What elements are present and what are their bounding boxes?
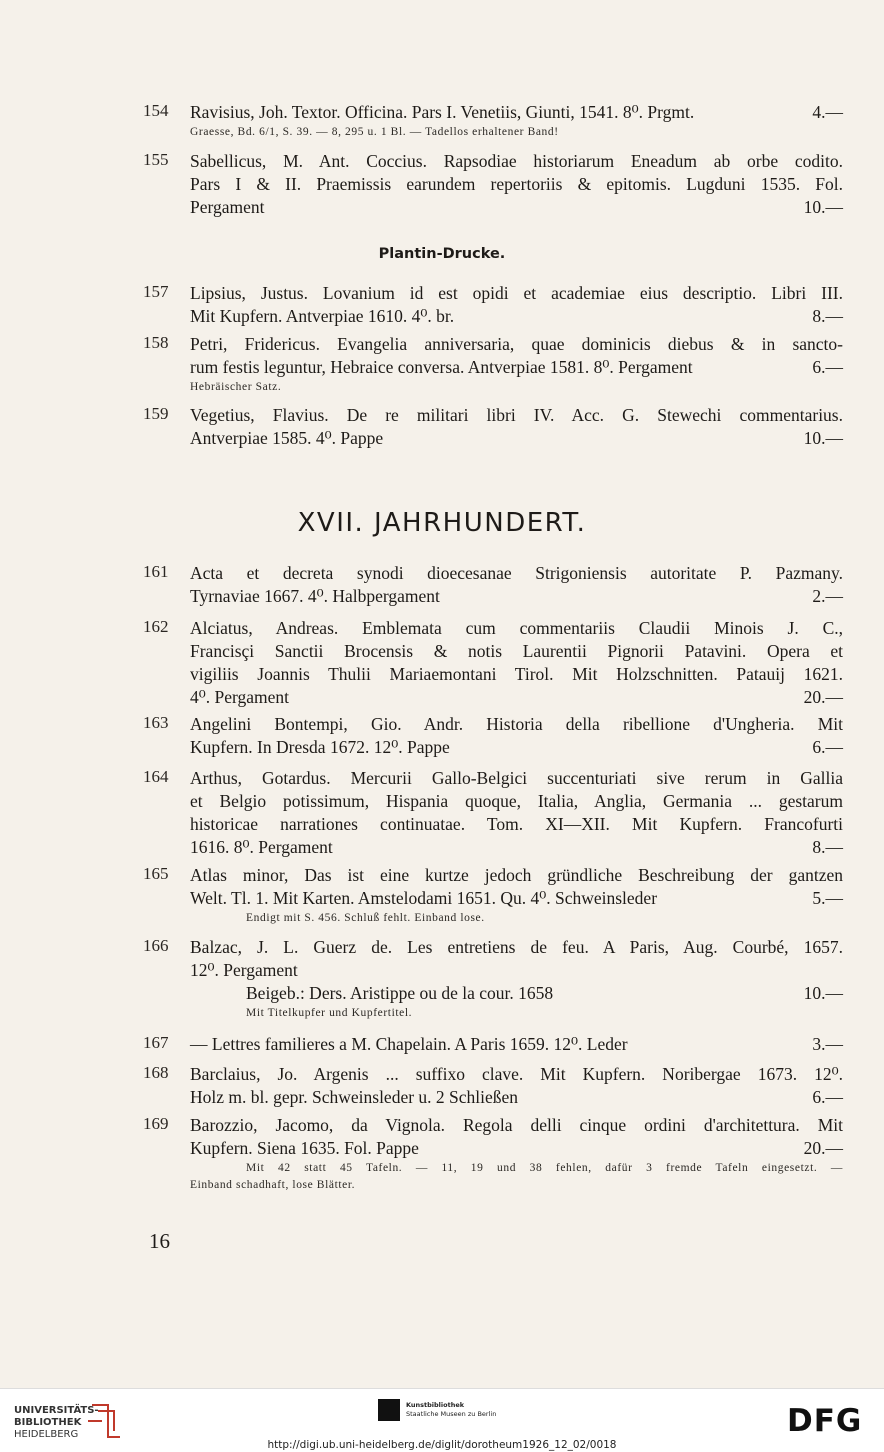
entry-text: Balzac, J. L. Guerz de. Les entretiens de feu. A Paris, Aug. Courbé, 1657. [190, 937, 843, 957]
viewer-footer [0, 1388, 884, 1452]
entry-text: Francisçi Sanctii Brocensis & notis Laurentii Pignorii Patavini. Opera et [190, 641, 843, 661]
entry-number: 164 [143, 767, 169, 786]
entry-text: Kupfern. Siena 1635. Fol. Pappe [190, 1138, 419, 1158]
entry-number: 154 [143, 101, 169, 120]
kb-line: Kunstbibliothek [406, 1401, 465, 1409]
entry-number: 167 [143, 1033, 169, 1052]
entry-text: Ravisius, Joh. Textor. Officina. Pars I. Venetiis, Giunti, 1541. 8⁰. Prgmt. [190, 102, 695, 122]
entry-166 [143, 936, 843, 1022]
section-heading-plantin: Plantin-Drucke. [378, 246, 506, 262]
entry-price: 6.— [812, 1087, 843, 1107]
entry-text: Atlas minor, Das ist eine kurtze jedoch gründliche Beschreibung der gantzen [190, 865, 843, 885]
entry-text: Kupfern. In Dresda 1672. 12⁰. Pappe [190, 737, 450, 757]
entry-text: Acta et decreta synodi dioecesanae Strigoniensis autoritate P. Pazmany. [190, 563, 843, 583]
entry-number: 169 [143, 1114, 169, 1133]
entry-text: 4⁰. Pergament [190, 687, 290, 707]
entry-text: — Lettres familieres a M. Chapelain. A Paris 1659. 12⁰. Leder [190, 1034, 628, 1054]
entry-text: Mit Kupfern. Antverpiae 1610. 4⁰. br. [190, 306, 455, 326]
entry-text: Alciatus, Andreas. Emblemata cum commentariis Claudii Minois J. C., [190, 618, 843, 638]
entry-text: Barozzio, Jacomo, da Vignola. Regola delli cinque ordini d'architettura. Mit [190, 1115, 843, 1135]
entry-159 [143, 404, 843, 450]
entry-price: 20.— [803, 1138, 843, 1158]
entry-text: Holz m. bl. gepr. Schweinsleder u. 2 Schließen [190, 1087, 519, 1107]
entry-text: Vegetius, Flavius. De re militari libri IV. Acc. G. Stewechi commentarius. [190, 405, 843, 425]
entry-158 [143, 333, 843, 396]
entry-price: 10.— [803, 197, 843, 217]
entry-text: 1616. 8⁰. Pergament [190, 837, 333, 857]
university-library-logo[interactable] [14, 1405, 99, 1441]
entry-note: Mit Titelkupfer und Kupfertitel. [246, 1007, 413, 1019]
page-number: 16 [149, 1229, 170, 1253]
entry-number: 162 [143, 617, 169, 636]
entry-number: 157 [143, 282, 169, 301]
entry-number: 168 [143, 1063, 169, 1082]
uni-line: BIBLIOTHEK [14, 1417, 82, 1428]
entry-number: 159 [143, 404, 169, 423]
entry-price: 10.— [803, 428, 843, 448]
entry-text: Arthus, Gotardus. Mercurii Gallo-Belgici succenturiati sive rerum in Gallia [190, 768, 843, 788]
entry-167 [143, 1033, 843, 1056]
entry-169 [143, 1114, 843, 1194]
entry-price: 5.— [812, 888, 843, 908]
entry-text: Barclaius, Jo. Argenis ... suffixo clave. Mit Kupfern. Noribergae 1673. 12⁰. [190, 1064, 843, 1084]
entry-text: Welt. Tl. 1. Mit Karten. Amstelodami 1651. Qu. 4⁰. Schweinsleder [190, 888, 658, 908]
entry-text: rum festis leguntur, Hebraice conversa. Antverpiae 1581. 8⁰. Pergament [190, 357, 693, 377]
entry-price: 6.— [812, 357, 843, 377]
entry-168 [143, 1063, 843, 1109]
entry-note: Einband schadhaft, lose Blätter. [190, 1179, 356, 1191]
entry-price: 3.— [812, 1034, 843, 1054]
entry-text: Pars I & II. Praemissis earundem repertoriis & epitomis. Lugduni 1535. Fol. [190, 174, 843, 194]
entry-163 [143, 713, 843, 759]
entry-note: Endigt mit S. 456. Schluß fehlt. Einband lose. [246, 912, 485, 924]
entry-154 [143, 101, 843, 141]
entry-price: 8.— [812, 837, 843, 857]
university-emblem-icon [88, 1401, 124, 1441]
entry-text: Lipsius, Justus. Lovanium id est opidi et academiae eius descriptio. Libri III. [190, 283, 843, 303]
entry-157 [143, 282, 843, 328]
entry-164 [143, 767, 843, 859]
entry-text: Angelini Bontempi, Gio. Andr. Historia della ribellione d'Ungheria. Mit [190, 714, 843, 734]
kb-line: Staatliche Museen zu Berlin [406, 1410, 497, 1418]
entry-price: 6.— [812, 737, 843, 757]
entry-text: Petri, Fridericus. Evangelia anniversaria, quae dominicis diebus & in sancto- [190, 334, 843, 354]
entry-text: Antverpiae 1585. 4⁰. Pappe [190, 428, 384, 448]
entry-number: 163 [143, 713, 169, 732]
entry-price: 10.— [803, 983, 843, 1003]
entry-text: et Belgio potissimum, Hispania quoque, Italia, Anglia, Germania ... gestarum [190, 791, 843, 811]
entry-text: Pergament [190, 197, 265, 217]
entry-text: historicae narrationes continuatae. Tom. XI—XII. Mit Kupfern. Francofurti [190, 814, 843, 834]
entry-165 [143, 864, 843, 927]
section-heading-century: XVII. JAHRHUNDERT. [297, 508, 587, 538]
kunstbibliothek-icon [378, 1399, 400, 1421]
entry-price: 8.— [812, 306, 843, 326]
entry-note: Graesse, Bd. 6/1, S. 39. — 8, 295 u. 1 Bl. — Tadellos erhaltener Band! [190, 126, 559, 138]
entry-number: 166 [143, 936, 169, 955]
entry-note: Mit 42 statt 45 Tafeln. — 11, 19 und 38 fehlen, dafür 3 fremde Tafeln eingesetzt. — [246, 1162, 843, 1174]
entry-text: Sabellicus, M. Ant. Coccius. Rapsodiae historiarum Eneadum ab orbe codito. [190, 151, 843, 171]
uni-line: HEIDELBERG [14, 1429, 79, 1440]
kunstbibliothek-logo[interactable] [378, 1399, 496, 1421]
uni-line: UNIVERSITÄTS- [14, 1405, 99, 1416]
page-url-link[interactable]: http://digi.ub.uni-heidelberg.de/diglit/dorotheum1926_12_02/0018 [267, 1439, 617, 1451]
entry-text: vigiliis Joannis Thulii Mariaemontani Tirol. Mit Holzschnitten. Patauij 1621. [190, 664, 843, 684]
entry-text: 12⁰. Pergament [190, 960, 298, 980]
entry-155 [143, 150, 843, 219]
entry-price: 4.— [812, 102, 843, 122]
entry-number: 165 [143, 864, 169, 883]
entry-number: 161 [143, 562, 169, 581]
entry-number: 155 [143, 150, 169, 169]
entry-161 [143, 562, 843, 608]
entry-text: Tyrnaviae 1667. 4⁰. Halbpergament [190, 586, 440, 606]
dfg-logo[interactable]: DFG [787, 1403, 863, 1439]
entry-number: 158 [143, 333, 169, 352]
entry-162 [143, 617, 843, 709]
entry-price: 20.— [803, 687, 843, 707]
entry-note: Hebräischer Satz. [190, 381, 282, 393]
entry-text: Beigeb.: Ders. Aristippe ou de la cour. 1658 [246, 983, 554, 1003]
entry-price: 2.— [812, 586, 843, 606]
